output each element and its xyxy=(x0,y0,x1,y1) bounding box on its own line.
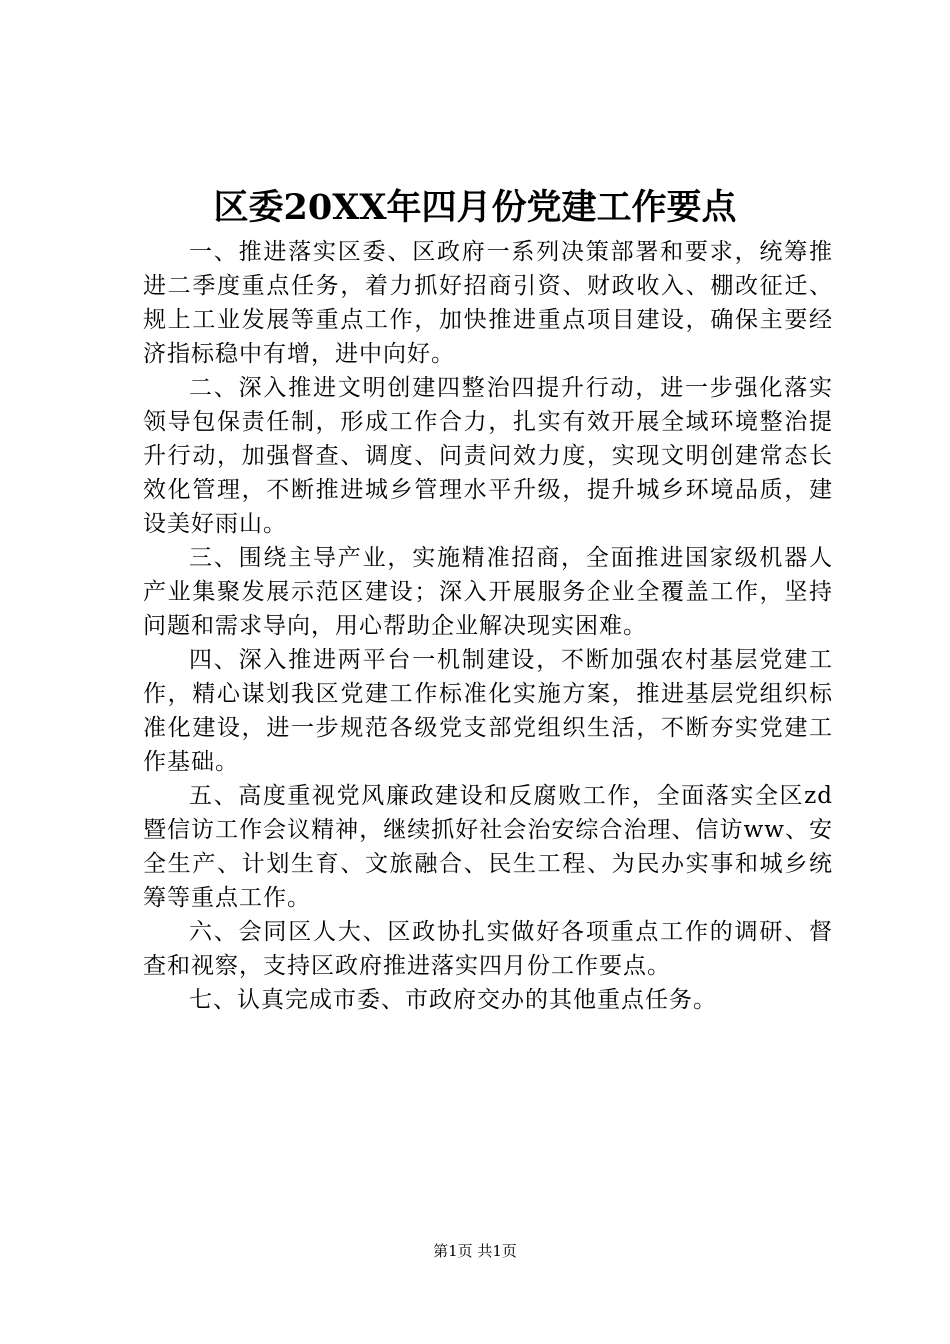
paragraph-6: 六、会同区人大、区政协扎实做好各项重点工作的调研、督查和视察，支持区政府推进落实四月份工作要点。 xyxy=(143,919,833,979)
document-body xyxy=(143,235,833,1017)
document-title: 区委20XX年四月份党建工作要点 xyxy=(213,187,737,228)
paragraph-5: 五、高度重视党风廉政建设和反腐败工作，全面落实全区zd暨信访工作会议精神，继续抓好社会治安综合治理、信访ww、安全生产、计划生育、文旅融合、民生工程、为民办实事和城乡统筹等重点工作。 xyxy=(143,783,833,911)
paragraph-2: 二、深入推进文明创建四整治四提升行动，进一步强化落实领导包保责任制，形成工作合力，扎实有效开展全域环境整治提升行动，加强督查、调度、问责问效力度，实现文明创建常态长效化管理，不断推进城乡管理水平升级，提升城乡环境品质，建设美好雨山。 xyxy=(143,375,833,537)
paragraph-4: 四、深入推进两平台一机制建设，不断加强农村基层党建工作，精心谋划我区党建工作标准化实施方案，推进基层党组织标准化建设，进一步规范各级党支部党组织生活，不断夯实党建工作基础。 xyxy=(143,647,833,775)
paragraph-1: 一、推进落实区委、区政府一系列决策部署和要求，统筹推进二季度重点任务，着力抓好招商引资、财政收入、棚改征迁、规上工业发展等重点工作，加快推进重点项目建设，确保主要经济指标稳中有增，进中向好。 xyxy=(143,239,833,367)
page-footer: 第1页 共1页 xyxy=(433,1242,517,1260)
paragraph-7: 七、认真完成市委、市政府交办的其他重点任务。 xyxy=(189,987,717,1013)
paragraph-3: 三、围绕主导产业，实施精准招商，全面推进国家级机器人产业集聚发展示范区建设；深入开展服务企业全覆盖工作，坚持问题和需求导向，用心帮助企业解决现实困难。 xyxy=(143,545,833,639)
